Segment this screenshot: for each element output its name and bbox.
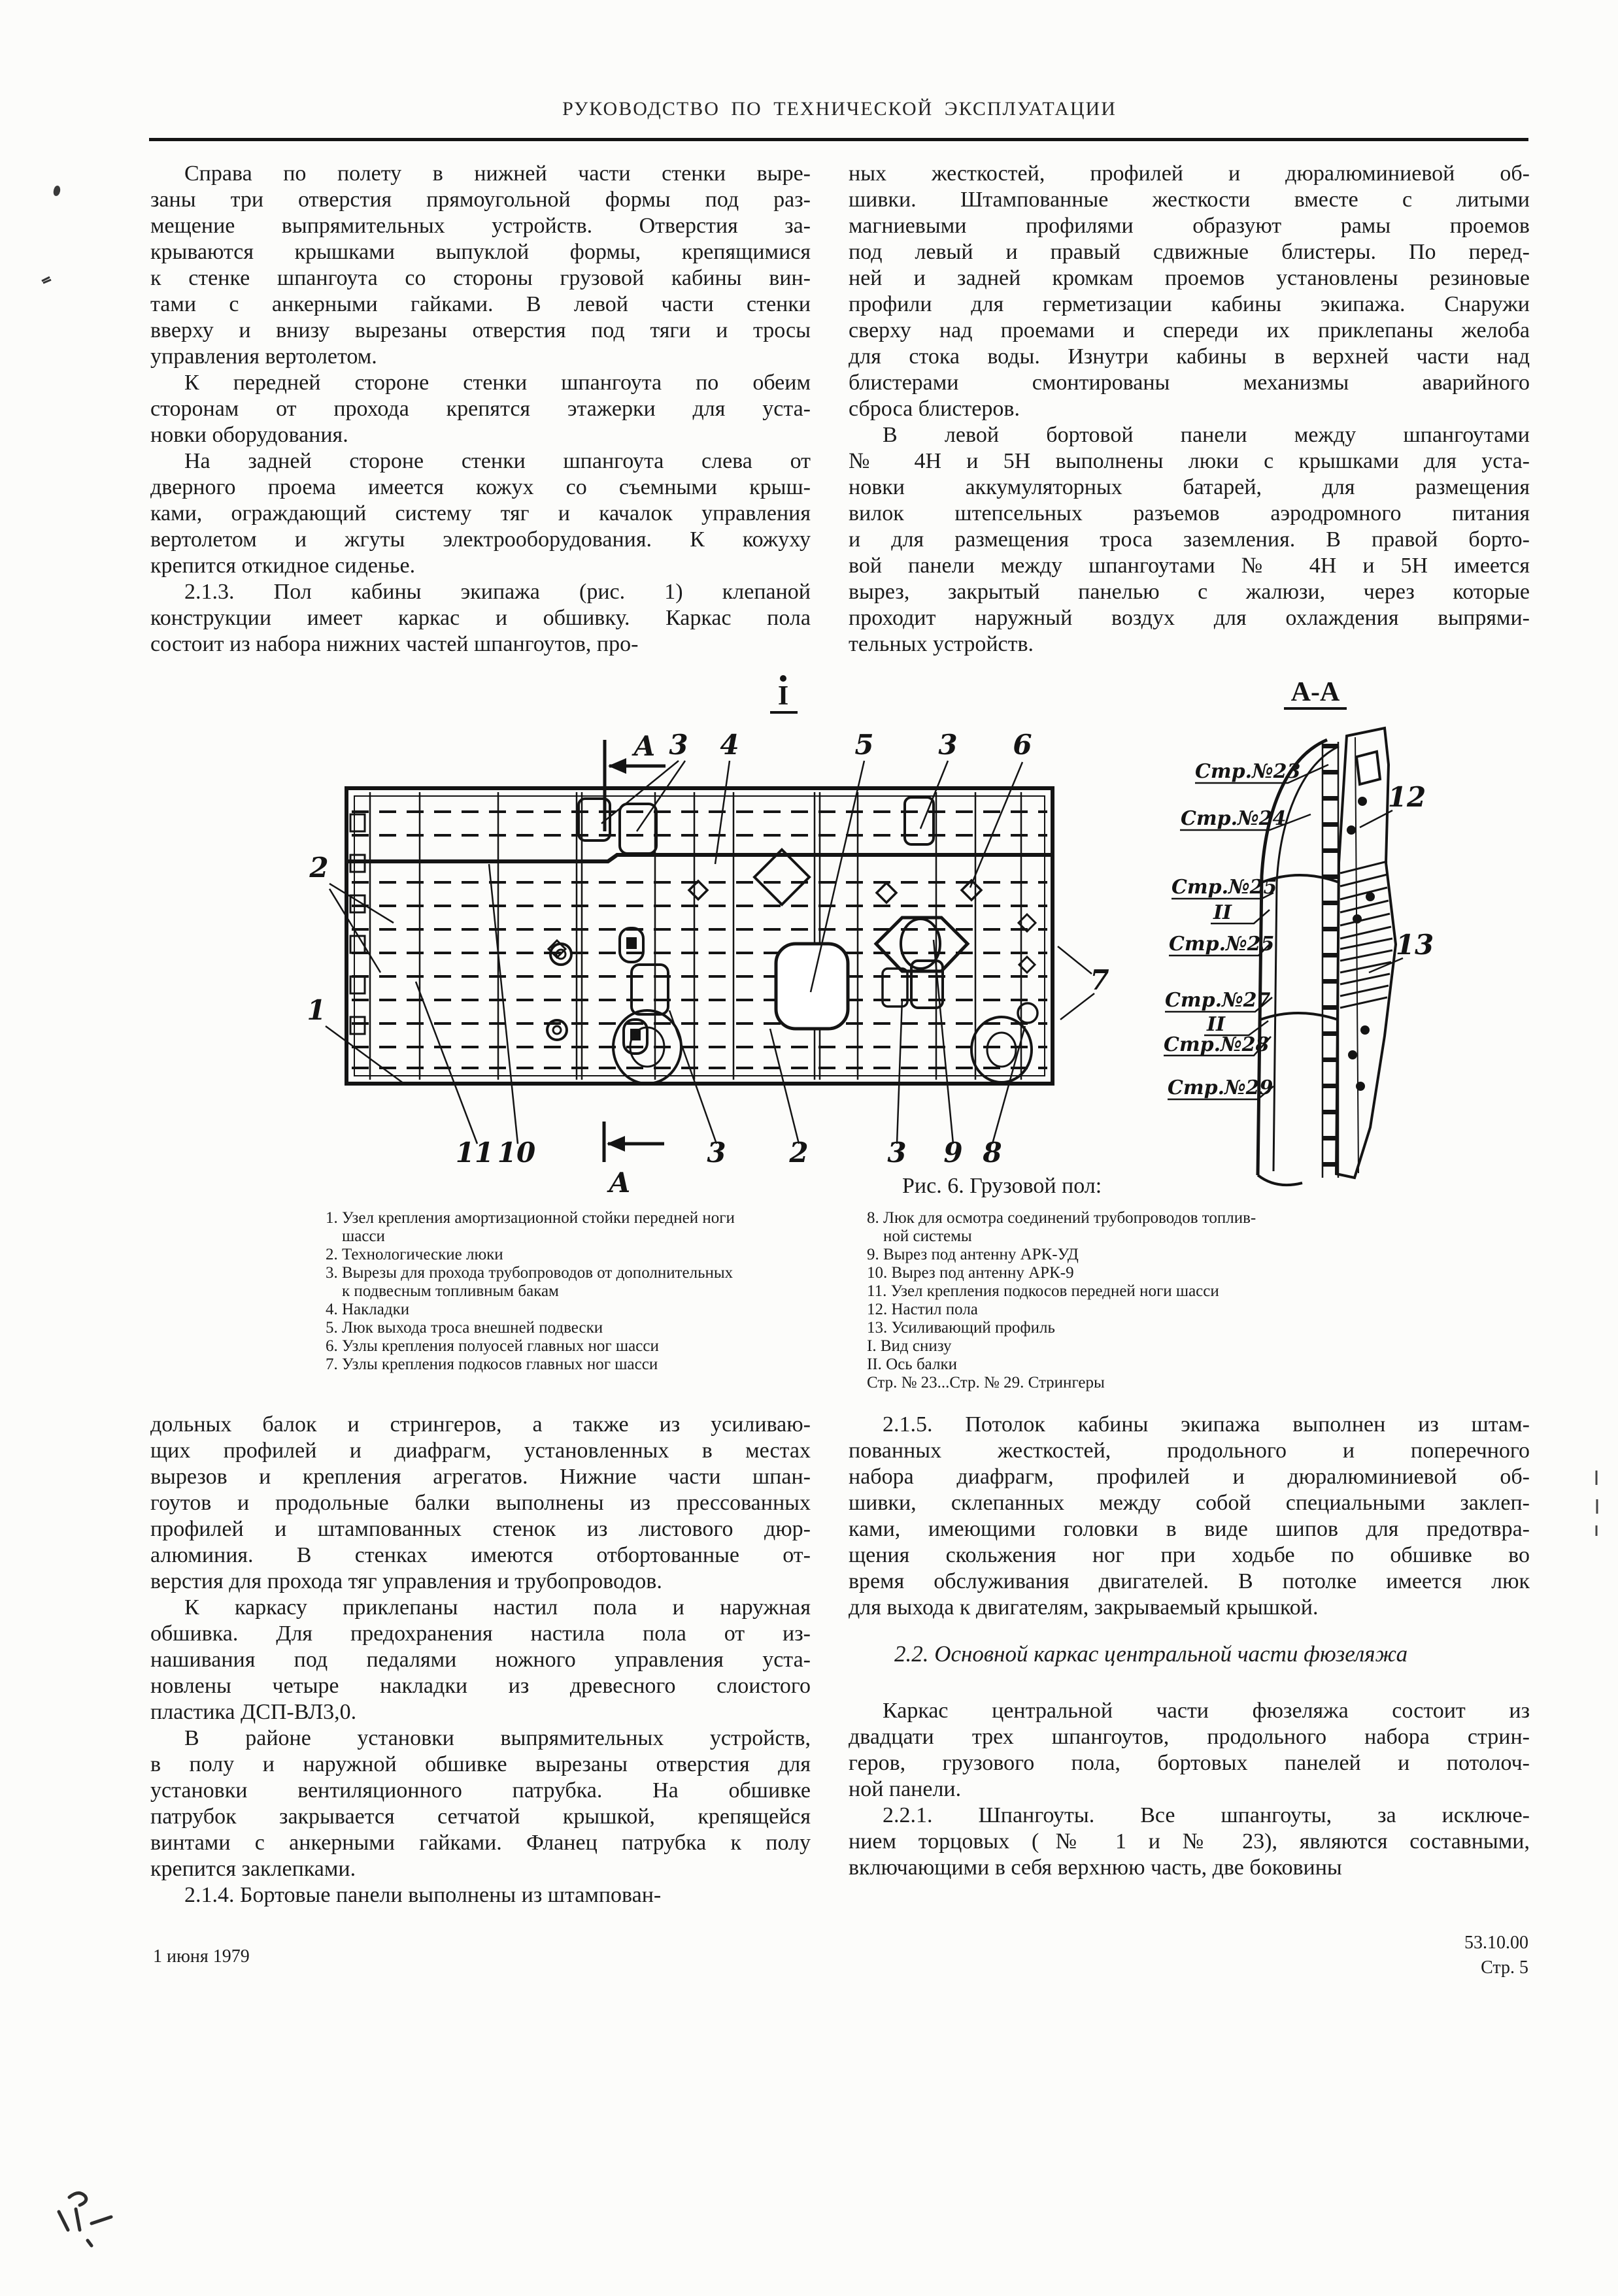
text-line: вырез, закрытый панелью с жалюзи, через которые (849, 580, 1530, 604)
paragraph-2-2-1 (849, 1803, 1530, 1881)
text-line: под левый и правый сдвижные блистеры. По перед- (849, 240, 1530, 264)
text-line: пластика ДСП-ВЛ3,0. (150, 1700, 357, 1724)
text-line: шивки. Штампованные жесткости вместе с литыми (849, 188, 1530, 212)
text-line: патрубок закрывается сетчатой крышкой, крепящейся (150, 1805, 811, 1829)
text-line: сторонам от прохода крепятся этажерки для уста- (150, 397, 811, 421)
text-line: проходит наружный воздух для охлаждения выпрями- (849, 606, 1530, 630)
text-line: 1. Узел крепления амортизационной стойки передней ноги (326, 1209, 735, 1227)
text-line: ной системы (867, 1227, 972, 1245)
callout-9: 9 (943, 1137, 963, 1169)
text-line: ками, имеющими головки в виде шипов для предотвра- (849, 1517, 1530, 1541)
text-line: гоутов и продольные балки выполнены из прессованных (150, 1491, 811, 1515)
footer-right (1386, 1931, 1528, 1980)
text-line: блистерами смонтированы механизмы аварийного (849, 371, 1530, 395)
section-letter: А (633, 730, 656, 762)
text-line: ной панели. (849, 1777, 962, 1801)
text-line: 2.1.5. Потолок кабины экипажа выполнен из штам- (883, 1412, 1530, 1437)
section-heading-2-2: 2.2. Основной каркас центральной части фюзеляжа (894, 1641, 1408, 1667)
view-number-label: I (777, 681, 789, 711)
text-line: шивки, склепанных между собой специальными заклеп- (849, 1491, 1530, 1515)
callout-numbers (307, 729, 1109, 1169)
text-line: шасси (326, 1227, 385, 1245)
text-line: для стока воды. Изнутри кабины в верхней части над (849, 344, 1530, 369)
text-line: Справа по полету в нижней части стенки выре- (184, 161, 811, 186)
stringer-27-label: Стр.№27 (1165, 989, 1271, 1012)
text-line: для выхода к двигателям, закрываемый крышкой. (849, 1595, 1319, 1620)
text-line: время обслуживания двигателей. В потолке имеется люк (849, 1569, 1530, 1593)
paragraph-2-1-4 (150, 1882, 811, 1908)
paragraph (150, 370, 811, 448)
figure-drawing (150, 667, 1533, 1206)
stringer-23-label: Стр.№23 (1195, 760, 1301, 783)
text-line: новлены четыре накладки из древесного слоистого (150, 1674, 811, 1698)
text-line: геров, грузового пола, бортовых панелей и потолоч- (849, 1751, 1530, 1775)
text-line: В левой бортовой панели между шпангоутами (883, 423, 1530, 447)
text-line: новки аккумуляторных батарей, для размещения (849, 475, 1530, 499)
column-right-bottom (849, 1412, 1530, 1881)
text-line: 12. Настил пола (867, 1301, 978, 1318)
figure-6 (150, 667, 1533, 1206)
text-line: На задней стороне стенки шпангоута слева от (184, 449, 811, 473)
text-line: Стр. № 23...Стр. № 29. Стрингеры (867, 1374, 1105, 1391)
stringer-29-label: Стр.№29 (1168, 1076, 1273, 1099)
section-title: А-А (1290, 677, 1340, 707)
callout-12: 12 (1387, 781, 1426, 813)
text-line: вырезов и крепления агрегатов. Нижние части шпан- (150, 1465, 811, 1489)
text-line: нием торцовых (№ 1 и № 23), являются составными, (849, 1829, 1530, 1854)
column-left-top (150, 161, 811, 657)
page-header: РУКОВОДСТВО ПО ТЕХНИЧЕСКОЙ ЭКСПЛУАТАЦИИ (562, 98, 1117, 120)
text-line: тами с анкерными гайками. В левой части стенки (150, 292, 811, 316)
callout-10: 10 (497, 1137, 536, 1169)
text-line: и для размещения троса заземления. В правой борто- (849, 527, 1530, 552)
paragraph (849, 1698, 1530, 1803)
callout-2: 2 (309, 852, 329, 884)
paragraph (150, 1595, 811, 1725)
text-line: II. Ось балки (867, 1356, 957, 1373)
text-line: сброса блистеров. (849, 397, 1020, 421)
text-line: 5. Люк выхода троса внешней подвески (326, 1319, 603, 1337)
text-line: к подвесным топливным бакам (326, 1282, 559, 1300)
column-right-top (849, 161, 1530, 657)
footer-date: 1 июня 1979 (153, 1946, 250, 1967)
callout-7: 7 (1090, 964, 1109, 996)
footer-page-number: Стр. 5 (1481, 1957, 1528, 1978)
text-line: заны три отверстия прямоугольной формы под раз- (150, 188, 811, 212)
text-line: винтами с анкерными гайками. Фланец патрубка к полу (150, 1831, 811, 1855)
text-line: магниевыми профилями образуют рамы проемов (849, 214, 1530, 238)
text-line: нашивания под педалями ножного управления уста- (150, 1648, 811, 1672)
text-line: 6. Узлы крепления полуосей главных ног шасси (326, 1337, 659, 1355)
stringer-28-label: Стр.№28 (1164, 1033, 1270, 1056)
pencil-scribble (38, 2183, 123, 2258)
section-drawing (1164, 677, 1434, 1185)
text-line: 8. Люк для осмотра соединений трубопроводов топлив- (867, 1209, 1256, 1227)
text-line: ных жесткостей, профилей и дюралюминиевой об- (849, 161, 1530, 186)
text-line: двадцати трех шпангоутов, продольного набора стрин- (849, 1725, 1530, 1749)
text-line: профилей и штампованных стенок из листового дюр- (150, 1517, 811, 1541)
section-arrow-bottom (604, 1122, 664, 1199)
paragraph (849, 422, 1530, 657)
axis-II-label-2: II (1207, 1013, 1226, 1036)
stringer-25b-label: Стр.№25 (1169, 933, 1275, 956)
text-line: вилок штепсельных разъемов аэродромного питания (849, 501, 1530, 525)
callout-11: 11 (455, 1137, 494, 1169)
text-line: сверху над проемами и спереди их приклепаны желоба (849, 318, 1530, 342)
callout-3d: 3 (887, 1137, 907, 1169)
text-line: 2. Технологические люки (326, 1246, 503, 1263)
text-line: Каркас центральной части фюзеляжа состоит из (883, 1699, 1530, 1723)
text-line: 2.1.3. Пол кабины экипажа (рис. 1) клепаной (184, 580, 811, 604)
figure-caption: Рис. 6. Грузовой пол: (902, 1174, 1102, 1198)
text-line: вверху и внизу вырезаны отверстия под тяги и тросы (150, 318, 811, 342)
text-line: набора диафрагм, профилей и дюралюминиевой об- (849, 1465, 1530, 1489)
text-line: мещение выпрямительных устройств. Отверстия за- (150, 214, 811, 238)
callout-6: 6 (1013, 729, 1032, 761)
paragraph-2-1-5 (849, 1412, 1530, 1621)
text-line: К передней стороне стенки шпангоута по обеим (184, 371, 811, 395)
scan-speck (52, 185, 61, 197)
text-line: 13. Усиливающий профиль (867, 1319, 1055, 1337)
text-line: 11. Узел крепления подкосов передней ноги шасси (867, 1282, 1219, 1300)
paragraph-2-1-3 (150, 579, 811, 657)
text-line: алюминия. В стенках имеются отбортованные от- (150, 1543, 811, 1567)
text-line: 7. Узлы крепления подкосов главных ног шасси (326, 1356, 658, 1373)
text-line: крепится откидное сиденье. (150, 554, 416, 578)
text-line: управления вертолетом. (150, 344, 377, 369)
callout-4: 4 (720, 729, 739, 761)
callout-1: 1 (307, 994, 326, 1026)
text-line: К каркасу приклепаны настил пола и наружная (184, 1595, 811, 1620)
scan-speck (41, 275, 63, 290)
text-line: вой панели между шпангоутами № 4Н и 5Н имеется (849, 554, 1530, 578)
text-line: ней и задней кромкам проемов установлены резиновые (849, 266, 1530, 290)
text-line: № 4Н и 5Н выполнены люки с крышками для уста- (849, 449, 1530, 473)
callout-3b: 3 (938, 729, 958, 761)
figure-legend-right (867, 1209, 1416, 1392)
paragraph (150, 1412, 811, 1595)
section-structure (1258, 728, 1396, 1185)
callout-2b: 2 (789, 1137, 809, 1169)
text-line: крепится заклепками. (150, 1857, 356, 1881)
figure-legend-left (326, 1209, 842, 1374)
axis-II-label: II (1213, 901, 1232, 924)
section-letter: А (608, 1167, 632, 1199)
text-line: пованных жесткостей, продольного и поперечного (849, 1439, 1530, 1463)
scan-speck (1593, 1468, 1602, 1543)
callout-3c: 3 (707, 1137, 726, 1169)
footer-doc-code: 53.10.00 (1464, 1933, 1528, 1953)
text-line: дверного проема имеется кожух со съемными крыш- (150, 475, 811, 499)
paragraph (849, 161, 1530, 422)
paragraph (150, 1725, 811, 1882)
text-line: крываются крышками выпуклой формы, крепящимися (150, 240, 811, 264)
floor-seam-line (346, 855, 1053, 861)
callout-8: 8 (983, 1137, 1002, 1169)
text-line: в полу и наружной обшивке вырезаны отверстия для (150, 1752, 811, 1776)
text-line: I. Вид снизу (867, 1337, 952, 1355)
text-line: к стенке шпангоута со стороны грузовой кабины вин- (150, 266, 811, 290)
text-line: профили для герметизации кабины экипажа. Снаружи (849, 292, 1530, 316)
text-line: установки вентиляционного патрубка. На обшивке (150, 1778, 811, 1803)
text-line: 10. Вырез под антенну АРК-9 (867, 1264, 1074, 1282)
text-line: 3. Вырезы для прохода трубопроводов от дополнительных (326, 1264, 733, 1282)
stringer-25-label: Стр.№25 (1171, 876, 1277, 899)
text-line: тельных устройств. (849, 632, 1034, 656)
callout-3: 3 (669, 729, 688, 761)
text-line: В районе установки выпрямительных устройств, (184, 1726, 811, 1750)
text-line: ками, ограждающий систему тяг и качалок управления (150, 501, 811, 525)
text-line: 2.1.4. Бортовые панели выполнены из штампован- (184, 1883, 662, 1907)
text-line: 2.2.1. Шпангоуты. Все шпангоуты, за исключе- (883, 1803, 1530, 1827)
text-line: вертолетом и жгуты электрооборудования. К кожуху (150, 527, 811, 552)
text-line: щения скольжения ног при ходьбе по обшивке во (849, 1543, 1530, 1567)
header-rule (149, 138, 1528, 141)
text-line: новки оборудования. (150, 423, 348, 447)
text-line: 4. Накладки (326, 1301, 410, 1318)
callout-5: 5 (854, 729, 874, 761)
stringer-24-label: Стр.№24 (1181, 807, 1287, 830)
text-line: щих профилей и диафрагм, установленных в местах (150, 1439, 811, 1463)
text-line: состоит из набора нижних частей шпангоутов, про- (150, 632, 639, 656)
callout-13: 13 (1395, 929, 1434, 961)
text-line: дольных балок и стрингеров, а также из усиливаю- (150, 1412, 811, 1437)
floor-plan-drawing (307, 675, 1109, 1199)
text-line: 9. Вырез под антенну АРК-УД (867, 1246, 1079, 1263)
text-line: верстия для прохода тяг управления и трубопроводов. (150, 1569, 662, 1593)
text-line: включающими в себя верхнюю часть, две боковины (849, 1855, 1342, 1880)
text-line: конструкции имеет каркас и обшивку. Каркас пола (150, 606, 811, 630)
text-line: обшивка. Для предохранения настила пола от из- (150, 1622, 811, 1646)
paragraph (150, 161, 811, 370)
paragraph (150, 448, 811, 579)
column-left-bottom (150, 1412, 811, 1908)
plan-openings (579, 797, 943, 1029)
